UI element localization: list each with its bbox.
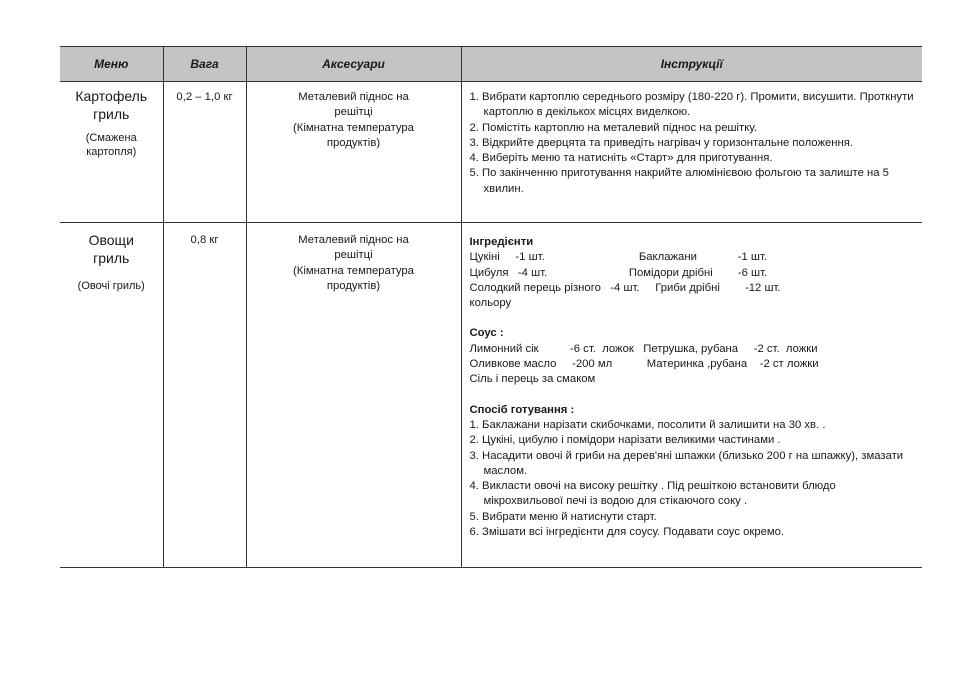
recipe-table [60,46,922,568]
method-step: 6. Змішати всі інгредієнти для соусу. Подавати соус окремо. [469,526,785,539]
ingredient-line: Солодкий перець різного -4 шт. Гриби дрібні -12 шт. [469,281,781,294]
ingredient-line: кольору [469,297,512,310]
instruction-step: 5. По закінченню приготування накрийте алюмінієвою фольгою та залиште на 5 хвилин. [469,167,889,195]
sauce-line: Лимонний сік -6 ст. ложок Петрушка, рубана -2 ст. ложки [469,342,818,355]
instructions-cell [461,82,922,223]
method-steps [470,418,919,540]
instruction-step: 2. Помістіть картоплю на металевий піднос на решітку. [469,121,757,134]
accessory-line: Металевий піднос на [298,234,409,246]
spacer [470,388,919,403]
method-step: 5. Вибрати меню й натиснути старт. [469,510,657,523]
sauce-line: Сіль і перець за смаком [469,373,596,386]
accessory-line: (Кімнатна температура [293,264,414,277]
header-instructions: Інструкції [461,47,922,82]
accessory-line: (Кімнатна температура [293,121,414,134]
menu-subtitle: (Смажена [85,132,137,144]
ingredient-line: Цукіні -1 шт. Баклажани -1 шт. [469,251,768,264]
accessory-line: решітці [334,106,373,119]
header-weight: Вага [163,47,246,82]
menu-name: гриль [93,250,130,266]
weight-cell: 0,2 – 1,0 кг [163,82,246,223]
instruction-step: 3. Відкрийте дверцята та приведіть нагрівач у горизонтальне положення. [469,136,854,149]
menu-cell [60,223,163,568]
sauce-line: Оливкове масло -200 мл Материнка ,рубана -2 ст ложки [469,358,819,371]
accessory-line: Металевий піднос на [298,91,409,103]
menu-subtitle: (Овочі гриль) [77,280,145,292]
accessories-cell [246,223,461,568]
method-title: Спосіб готування : [469,403,575,416]
table-header-row [60,47,922,82]
method-step: 3. Насадити овочі й гриби на дерев'яні шпажки (близько 200 г на шпажку), змазати маслом. [469,449,904,477]
accessory-line: решітці [334,249,373,262]
header-menu: Меню [60,47,163,82]
menu-cell [60,82,163,223]
menu-name: Овощи [88,232,134,248]
accessory-line: продуктів) [326,279,381,292]
weight-cell: 0,8 кг [163,223,246,568]
sauce-title: Соус : [469,327,504,340]
method-step: 4. Викласти овочі на високу решітку . Під решіткою встановити блюдо мікрохвильової печі із водою для стікаючого соку . [469,480,836,508]
ingredient-line: Цибуля -4 шт. Помідори дрібні -6 шт. [469,266,768,279]
instruction-step: 1. Вибрати картоплю середнього розміру (180-220 г). Промити, висушити. Проткнути картоплю в декількох місцях виделкою. [469,91,914,119]
method-step: 2. Цукіні, цибулю і помідори нарізати великими частинами . [469,434,781,447]
instruction-steps [470,90,919,197]
menu-name: Картофель [75,88,148,104]
header-accessories: Аксесуари [246,47,461,82]
instruction-step: 4. Виберіть меню та натисніть «Старт» для приготування. [469,152,773,165]
instructions-cell [461,223,922,568]
method-step: 1. Баклажани нарізати скибочками, посолити й залишити на 30 хв. . [469,418,826,431]
table-row [60,223,922,568]
ingredients-title: Інгредієнти [469,236,534,248]
accessories-cell [246,82,461,223]
spacer [470,311,919,326]
accessory-line: продуктів) [326,136,381,149]
table-row [60,82,922,223]
menu-subtitle: картопля) [86,146,137,158]
menu-name: гриль [93,106,130,122]
